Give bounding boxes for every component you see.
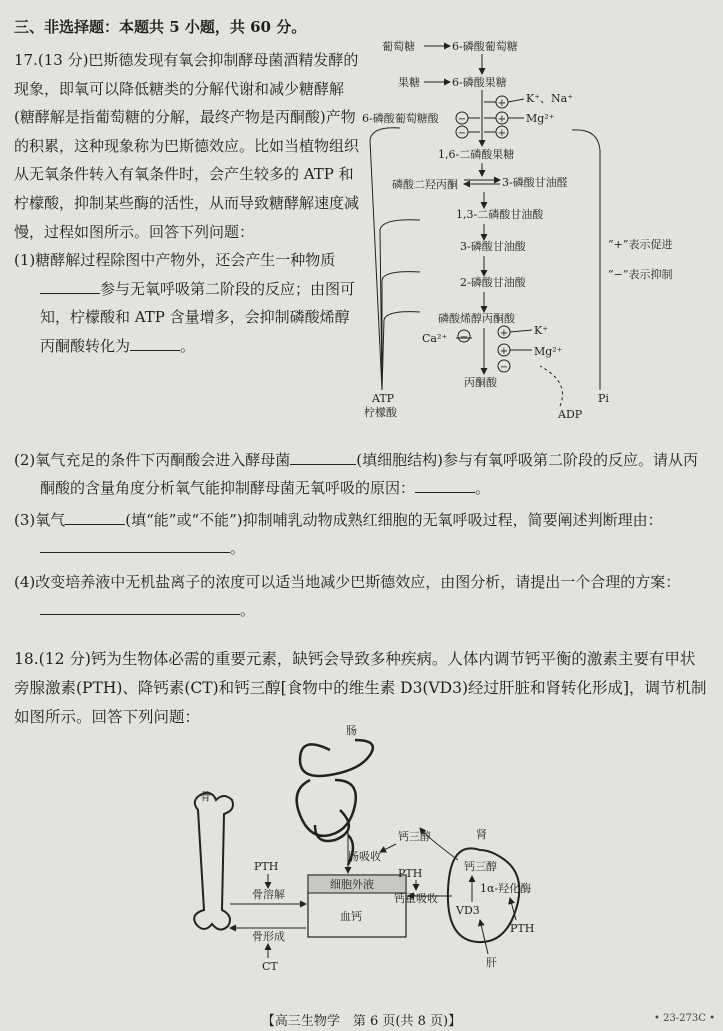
- label-mg2: Mg²⁺: [534, 345, 563, 358]
- feedback-inhibit-2: [382, 272, 420, 390]
- node-glucose: 葡萄糖: [382, 40, 415, 53]
- node-3pg: 3-磷酸甘油酸: [460, 240, 526, 253]
- label-bone-dissolution: 骨溶解: [252, 888, 285, 901]
- node-pep: 磷酸烯醇丙酮酸: [438, 312, 515, 325]
- node-6pgluconate: 6-磷酸葡萄糖酸: [362, 112, 439, 125]
- q17-sub2: [14, 446, 704, 502]
- label-calcitriol-kidney: 钙三醇: [464, 860, 497, 873]
- q17-sub1-text-b: 参与无氧呼吸第二阶段的反应；由图可知，柠檬酸和 ATP 含量增多，会抑制磷酸烯醇丙酮酸转化为: [40, 279, 356, 355]
- label-bone-formation: 骨形成: [252, 930, 285, 943]
- label-bone: 骨: [200, 790, 211, 803]
- q17-sub1: [14, 246, 364, 360]
- node-g3p: 3-磷酸甘油醛: [502, 176, 568, 189]
- sign-minus: −: [457, 114, 467, 125]
- section-title: 三、非选择题：本题共 5 小题，共 60 分。: [14, 18, 307, 36]
- reg-link: [510, 330, 532, 332]
- answer-blank[interactable]: [40, 599, 240, 615]
- question-17: [14, 46, 364, 361]
- label-intestine: 肠: [346, 724, 357, 737]
- answer-blank[interactable]: [40, 278, 100, 294]
- label-ct: CT: [262, 960, 278, 973]
- q17-intro-text: (13 分)巴斯德发现有氧会抑制酵母菌酒精发酵的现象，即氧可以降低糖类的分解代谢和减少糖酵解(糖酵解是指葡萄糖的分解，最终产物是丙酮酸)产物的积累，这种现象称为巴斯德效应。比如当植物组织从无氧条件转入有氧条件时，会产生较多的 ATP 和柠檬酸，抑制某些酶的活性，从而导致糖酵解速度减慢，过程如图所示。回答下列问题：: [14, 51, 360, 241]
- label-mg: Mg²⁺: [526, 112, 555, 125]
- q17-sub1-text-c: 。: [180, 336, 196, 355]
- bone-shape: [194, 793, 233, 930]
- label-pi: Pi: [598, 392, 609, 405]
- sign-plus: +: [497, 128, 507, 139]
- feedback-inhibit-1: [380, 220, 420, 390]
- glycolysis-diagram: [360, 30, 720, 430]
- label-pth-mid: PTH: [398, 867, 423, 880]
- feedback-line-left: [370, 128, 400, 390]
- question-18: [14, 645, 709, 732]
- q17-sub1-text-a: (1)糖酵解过程除图中产物外，还会产生一种物质: [14, 251, 336, 270]
- label-liver: 肝: [486, 956, 497, 969]
- label-pth-left: PTH: [254, 860, 279, 873]
- label-adp: ADP: [558, 408, 583, 421]
- answer-blank[interactable]: [65, 509, 125, 525]
- q17-sub3-text-a: (3)氧气: [14, 511, 66, 529]
- node-bpg: 1,3-二磷酸甘油酸: [456, 208, 544, 221]
- q17-sub3-text-c: 。: [230, 539, 246, 557]
- q17-sub4: [14, 568, 704, 624]
- node-f16bp: 1,6-二磷酸果糖: [438, 148, 515, 161]
- q17-intro: [14, 46, 364, 246]
- label-ecf: 细胞外液: [330, 878, 374, 891]
- node-fructose: 果糖: [398, 76, 420, 89]
- label-vd3: VD3: [456, 904, 480, 917]
- sign-plus: +: [497, 98, 507, 109]
- label-k: K⁺: [534, 324, 549, 337]
- answer-blank[interactable]: [290, 449, 356, 465]
- legend-promote: “+”表示促进: [608, 238, 673, 251]
- label-intestinal-absorption: 肠吸收: [348, 850, 381, 863]
- q17-number: 17.: [14, 51, 38, 69]
- q17-sub3-text-b: (填“能”或“不能”)抑制哺乳动物成熟红细胞的无氧呼吸过程，简要阐述判断理由：: [125, 511, 663, 529]
- label-kidney: 肾: [476, 828, 487, 841]
- node-g6p: 6-磷酸葡萄糖: [452, 40, 518, 53]
- q17-sub2-text-b: (填细胞结构)参与有氧呼吸第二阶段的反应。请从丙酮酸的含量角度分析氧气能抑制酵母菌无氧呼吸的原因：: [40, 451, 698, 497]
- feedback-line-right: [572, 130, 600, 390]
- page-footer: 【高三生物学 第 6 页(共 8 页)】: [261, 1014, 462, 1029]
- reg-link: [508, 99, 524, 102]
- arrow-liver-vd3: [480, 920, 488, 954]
- answer-blank[interactable]: [130, 335, 180, 351]
- q17-sub2-text-a: (2)氧气充足的条件下丙酮酸会进入酵母菌: [14, 451, 291, 469]
- calcium-regulation-diagram: [180, 720, 560, 990]
- feedback-dashed: [540, 366, 563, 406]
- label-blood-ca: 血钙: [340, 910, 362, 923]
- label-k-na: K⁺、Na⁺: [526, 92, 574, 105]
- legend-inhibit: “−”表示抑制: [608, 268, 673, 281]
- node-pyruvate: 丙酮酸: [464, 376, 497, 389]
- sign-plus: +: [499, 328, 509, 339]
- label-hydroxylase: 1α-羟化酶: [480, 882, 532, 895]
- answer-blank[interactable]: [415, 477, 475, 493]
- intestine-shape: [297, 740, 373, 865]
- node-2pg: 2-磷酸甘油酸: [460, 276, 526, 289]
- q18-text: (12 分)钙为生物体必需的重要元素，缺钙会导致多种疾病。人体内调节钙平衡的激素主要有甲状旁腺激素(PTH)、降钙素(CT)和钙三醇[食物中的维生素 D3(VD3)经过肝脏和肾转化形成]，调节机制如图所示。回答下列问题：: [14, 650, 707, 726]
- label-ca: Ca²⁺: [422, 332, 448, 345]
- node-dhap: 磷酸二羟丙酮: [392, 178, 458, 191]
- sign-minus: −: [499, 362, 509, 373]
- q17-sub4-text-b: 。: [240, 601, 256, 619]
- q17-sub4-text-a: (4)改变培养液中无机盐离子的浓度可以适当地减少巴斯德效应，由图分析，请提出一个合理的方案：: [14, 573, 681, 591]
- page-code: • 23-273C •: [654, 1013, 715, 1024]
- sign-minus: −: [459, 332, 469, 343]
- answer-blank[interactable]: [40, 537, 230, 553]
- sign-plus: +: [497, 114, 507, 125]
- arrow-calcitriol-absorption: [380, 844, 396, 852]
- feedback-inhibit-3: [382, 312, 420, 390]
- node-f6p: 6-磷酸果糖: [452, 76, 507, 89]
- sign-plus: +: [499, 346, 509, 357]
- q17-sub2-text-c: 。: [475, 479, 491, 497]
- label-calcitriol: 钙三醇: [398, 830, 431, 843]
- sign-minus: −: [457, 128, 467, 139]
- label-ca-reabsorption: 钙重吸收: [394, 892, 438, 905]
- label-citrate: 柠檬酸: [364, 406, 397, 419]
- label-atp: ATP: [372, 392, 395, 405]
- q18-number: 18.: [14, 650, 39, 668]
- label-pth-right: PTH: [510, 922, 535, 935]
- q17-sub3: [14, 506, 704, 562]
